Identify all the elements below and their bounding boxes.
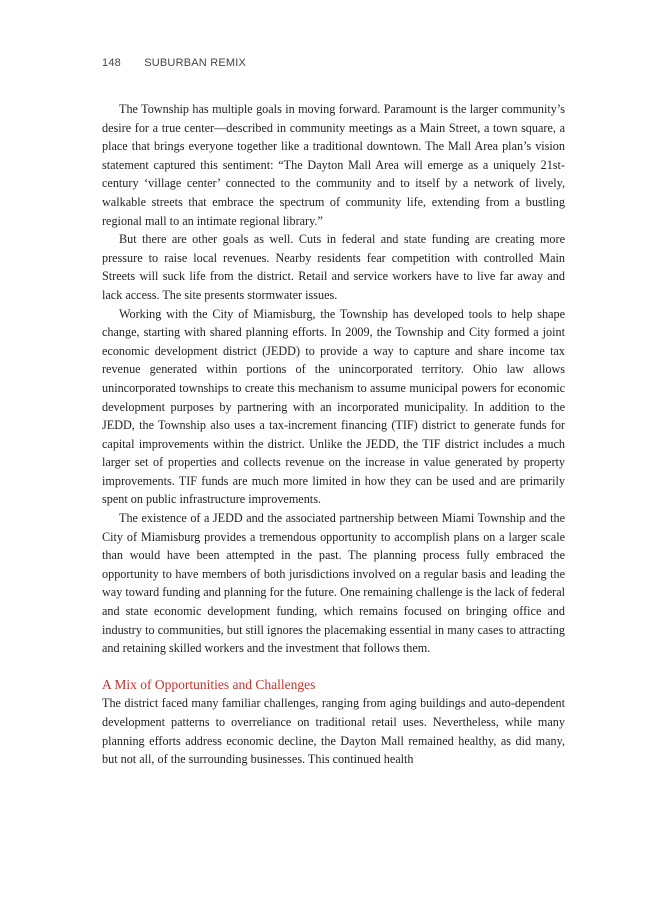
paragraph: The Township has multiple goals in moving forward. Paramount is the larger community’s desire for a true center—described in community meetings as a Main Street, a town square, a place that brings everyone together like a traditional downtown. The Mall Area plan’s vision statement captured this sentiment: “The Dayton Mall Area will emerge as a uniquely 21st-century ‘village center’ connected to the community and to itself by a network of lively, walkable streets that embrace the spectrum of community life, extending from a bustling regional mall to an intimate regional library.” xyxy=(102,102,565,228)
page-number: 148 xyxy=(102,57,121,69)
section-heading: A Mix of Opportunities and Challenges xyxy=(102,676,316,692)
running-head xyxy=(102,57,246,69)
body-text xyxy=(102,100,565,769)
paragraph: But there are other goals as well. Cuts in federal and state funding are creating more pressure to raise local revenues. Nearby residents fear competition with controlled Main Streets will suck life from the district. Retail and service workers have to live far away and lack access. The site presents stormwater issues. xyxy=(102,232,565,302)
paragraph: The existence of a JEDD and the associated partnership between Miami Township and the City of Miamisburg provides a tremendous opportunity to accomplish plans on a larger scale than would have been attempted in the past. The planning process fully embraced the opportunity to have members of both jurisdictions involved on a regular basis and leading the way toward funding and planning for the future. One remaining challenge is the lack of federal and state economic development funding, which remains focused on bringing office and industry to communities, but still ignores the placemaking essential in many cases to attracting and retaining skilled workers and the investment that follows them. xyxy=(102,511,565,656)
paragraph: The district faced many familiar challenges, ranging from aging buildings and auto-dependent development patterns to overreliance on traditional retail uses. Nevertheless, while many planning efforts address economic decline, the Dayton Mall remained healthy, as did many, but not all, of the surrounding businesses. This continued health xyxy=(102,696,565,767)
running-head-title: SUBURBAN REMIX xyxy=(144,57,247,69)
paragraph: Working with the City of Miamisburg, the Township has developed tools to help shape change, starting with shared planning efforts. In 2009, the Township and City formed a joint economic development district (JEDD) to provide a way to capture and share income tax revenue generated within portions of the unincorporated territory. Ohio law allows unincorporated townships to create this mechanism to assume municipal powers for economic development purposes by partnering with an incorporated municipality. In addition to the JEDD, the Township also uses a tax-increment financing (TIF) district to generate funds for capital improvements within the district. Unlike the JEDD, the TIF district includes a much larger set of properties and collects revenue on the increase in value generated by property improvements. TIF funds are much more limited in how they can be used and are primarily spent on public infrastructure improvements. xyxy=(102,306,565,507)
